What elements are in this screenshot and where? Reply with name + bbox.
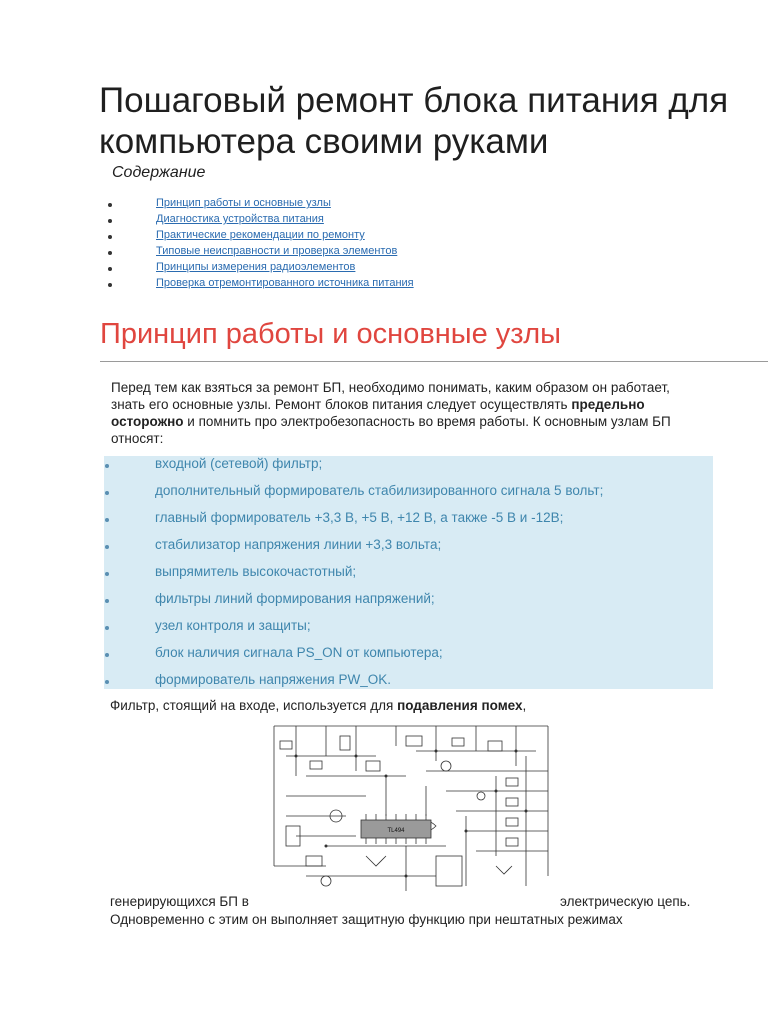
bullet-icon	[108, 203, 112, 207]
intro-paragraph	[111, 379, 706, 447]
bullet-icon	[105, 626, 109, 630]
toc-link[interactable]: Типовые неисправности и проверка элементов	[156, 245, 398, 257]
section-divider	[100, 361, 768, 362]
toc-link[interactable]: Диагностика устройства питания	[156, 213, 324, 225]
toc-link[interactable]: Проверка отремонтированного источника питания	[156, 277, 414, 289]
bullet-icon	[105, 545, 109, 549]
intro-bold: предельно осторожно	[111, 397, 645, 429]
list-item	[104, 564, 713, 591]
list-item	[104, 456, 713, 483]
bullet-icon	[105, 491, 109, 495]
filter-bold: подавления помех	[397, 698, 523, 713]
continuation-text-line2: Одновременно с этим он выполняет защитную функцию при нештатных режимах	[110, 912, 623, 927]
nodes-list	[104, 456, 713, 699]
bullet-icon	[108, 219, 112, 223]
node-text: формирователь напряжения PW_OK.	[155, 672, 391, 687]
toc-link[interactable]: Принцип работы и основные узлы	[156, 197, 331, 209]
toc-link[interactable]: Принципы измерения радиоэлементов	[156, 261, 356, 273]
chip-label: TL494	[387, 828, 405, 834]
node-text: входной (сетевой) фильтр;	[155, 456, 323, 471]
node-text: стабилизатор напряжения линии +3,3 вольта;	[155, 537, 442, 552]
list-item	[104, 618, 713, 645]
node-text: дополнительный формирователь стабилизированного сигнала 5 вольт;	[155, 483, 604, 498]
filter-paragraph	[110, 698, 526, 713]
list-item	[104, 591, 713, 618]
bullet-icon	[108, 267, 112, 271]
list-item	[104, 672, 713, 699]
circuit-diagram-icon	[266, 716, 556, 898]
list-item	[104, 483, 713, 510]
bullet-icon	[105, 599, 109, 603]
bullet-icon	[105, 572, 109, 576]
node-text: фильтры линий формирования напряжений;	[155, 591, 435, 606]
section-heading: Принцип работы и основные узлы	[100, 318, 562, 350]
node-text: выпрямитель высокочастотный;	[155, 564, 357, 579]
toc-link[interactable]: Практические рекомендации по ремонту	[156, 229, 365, 241]
continuation-text-left: генерирующихся БП в	[110, 894, 249, 909]
bullet-icon	[105, 464, 109, 468]
list-item	[104, 510, 713, 537]
bullet-icon	[108, 235, 112, 239]
list-item	[104, 537, 713, 564]
filter-text-1: Фильтр, стоящий на входе, используется для	[110, 698, 398, 713]
intro-text-2: и помнить про электробезопасность во время работы. К основным узлам БП относят:	[111, 414, 671, 446]
node-text: блок наличия сигнала PS_ON от компьютера;	[155, 645, 443, 660]
list-item	[104, 645, 713, 672]
filter-text-2: ,	[522, 698, 527, 713]
bullet-icon	[105, 653, 109, 657]
node-text: главный формирователь +3,3 В, +5 В, +12 В, а также -5 В и -12В;	[155, 510, 564, 525]
node-text: узел контроля и защиты;	[155, 618, 311, 633]
page-title: Пошаговый ремонт блока питания для компьютера своими руками	[99, 81, 729, 161]
intro-text-1: Перед тем как взяться за ремонт БП, необходимо понимать, каким образом он работает, знать его основные узлы. Ремонт блоков питания следует осуществлять	[111, 380, 670, 412]
bullet-icon	[105, 518, 109, 522]
bullet-icon	[108, 283, 112, 287]
continuation-text-right: электрическую цепь.	[560, 894, 691, 909]
schematic-image	[266, 716, 556, 898]
nodes-box	[104, 456, 713, 689]
toc-heading: Содержание	[112, 164, 206, 181]
bullet-icon	[105, 680, 109, 684]
bullet-icon	[108, 251, 112, 255]
